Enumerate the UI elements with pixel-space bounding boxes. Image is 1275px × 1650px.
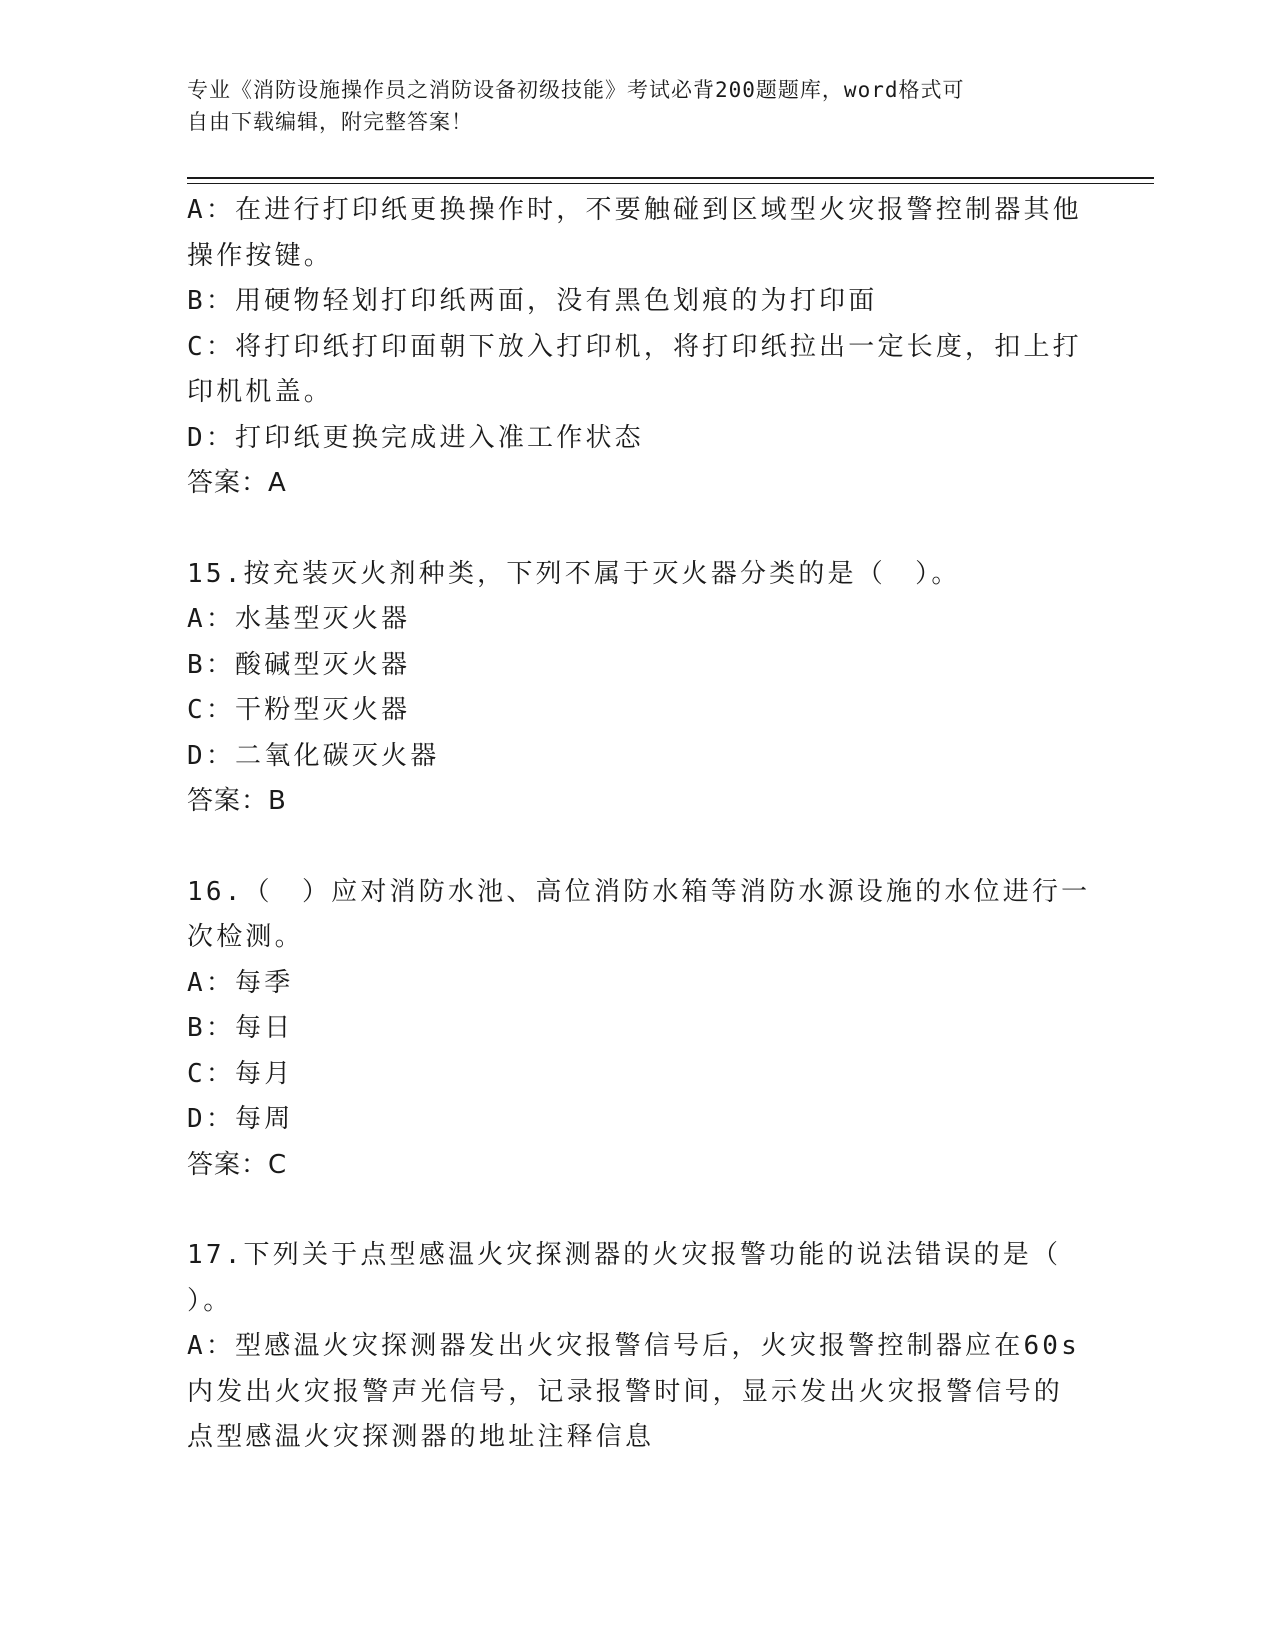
option-c-continued: 印机机盖。 — [187, 377, 334, 407]
answer-line: 答案：A — [187, 468, 287, 498]
option-a-continued: 操作按键。 — [187, 240, 334, 271]
option-a-continued: 点型感温火灾探测器的地址注释信息 — [187, 1422, 655, 1452]
header-line-2: 自由下载编辑，附完整答案！ — [187, 110, 473, 134]
spacer — [187, 825, 1077, 870]
question-text-continued: 次检测。 — [187, 922, 304, 952]
option-a: A：在进行打印纸更换操作时，不要触碰到区域型火灾报警控制器其他 — [187, 195, 1082, 225]
question-15-block — [187, 552, 1077, 825]
option-a-continued: 内发出火灾报警声光信号，记录报警时间，显示发出火灾报警信号的 — [187, 1376, 1064, 1407]
option-b: B：每日 — [187, 1013, 294, 1043]
answer-line: 答案：C — [187, 1149, 288, 1180]
answer-line: 答案：B — [187, 786, 287, 816]
document-header — [187, 74, 1067, 138]
question-text: 15.按充装灭火剂种类，下列不属于灭火器分类的是（ ）。 — [187, 558, 961, 589]
option-c: C：将打印纸打印面朝下放入打印机，将打印纸拉出一定长度，扣上打 — [187, 331, 1082, 362]
option-d: D：二氧化碳灭火器 — [187, 740, 440, 771]
option-a: A：水基型灭火器 — [187, 604, 411, 634]
option-b: B：酸碱型灭火器 — [187, 649, 411, 680]
spacer — [187, 1188, 1077, 1233]
spacer — [187, 507, 1077, 552]
header-rule-thick — [187, 177, 1154, 179]
option-d: D：打印纸更换完成进入准工作状态 — [187, 422, 644, 453]
option-d: D：每周 — [187, 1104, 294, 1134]
question-14-block — [187, 188, 1082, 507]
question-16-block — [187, 870, 1091, 1189]
header-line-1: 专业《消防设施操作员之消防设备初级技能》考试必背200题题库，word格式可 — [187, 78, 965, 102]
question-17-block — [187, 1233, 1081, 1461]
option-c: C：每月 — [187, 1058, 294, 1089]
question-text-continued: ）。 — [187, 1285, 233, 1316]
header-rule-thin — [187, 183, 1154, 184]
option-a: A：型感温火灾探测器发出火灾报警信号后，火灾报警控制器应在60s — [187, 1331, 1081, 1361]
option-a: A：每季 — [187, 967, 294, 998]
option-b: B：用硬物轻划打印纸两面，没有黑色划痕的为打印面 — [187, 286, 878, 316]
option-c: C：干粉型灭火器 — [187, 695, 411, 725]
question-content — [187, 188, 1091, 1461]
question-text: 16.（ ）应对消防水池、高位消防水箱等消防水源设施的水位进行一 — [187, 876, 1091, 907]
question-text: 17.下列关于点型感温火灾探测器的火灾报警功能的说法错误的是（ — [187, 1240, 1062, 1270]
